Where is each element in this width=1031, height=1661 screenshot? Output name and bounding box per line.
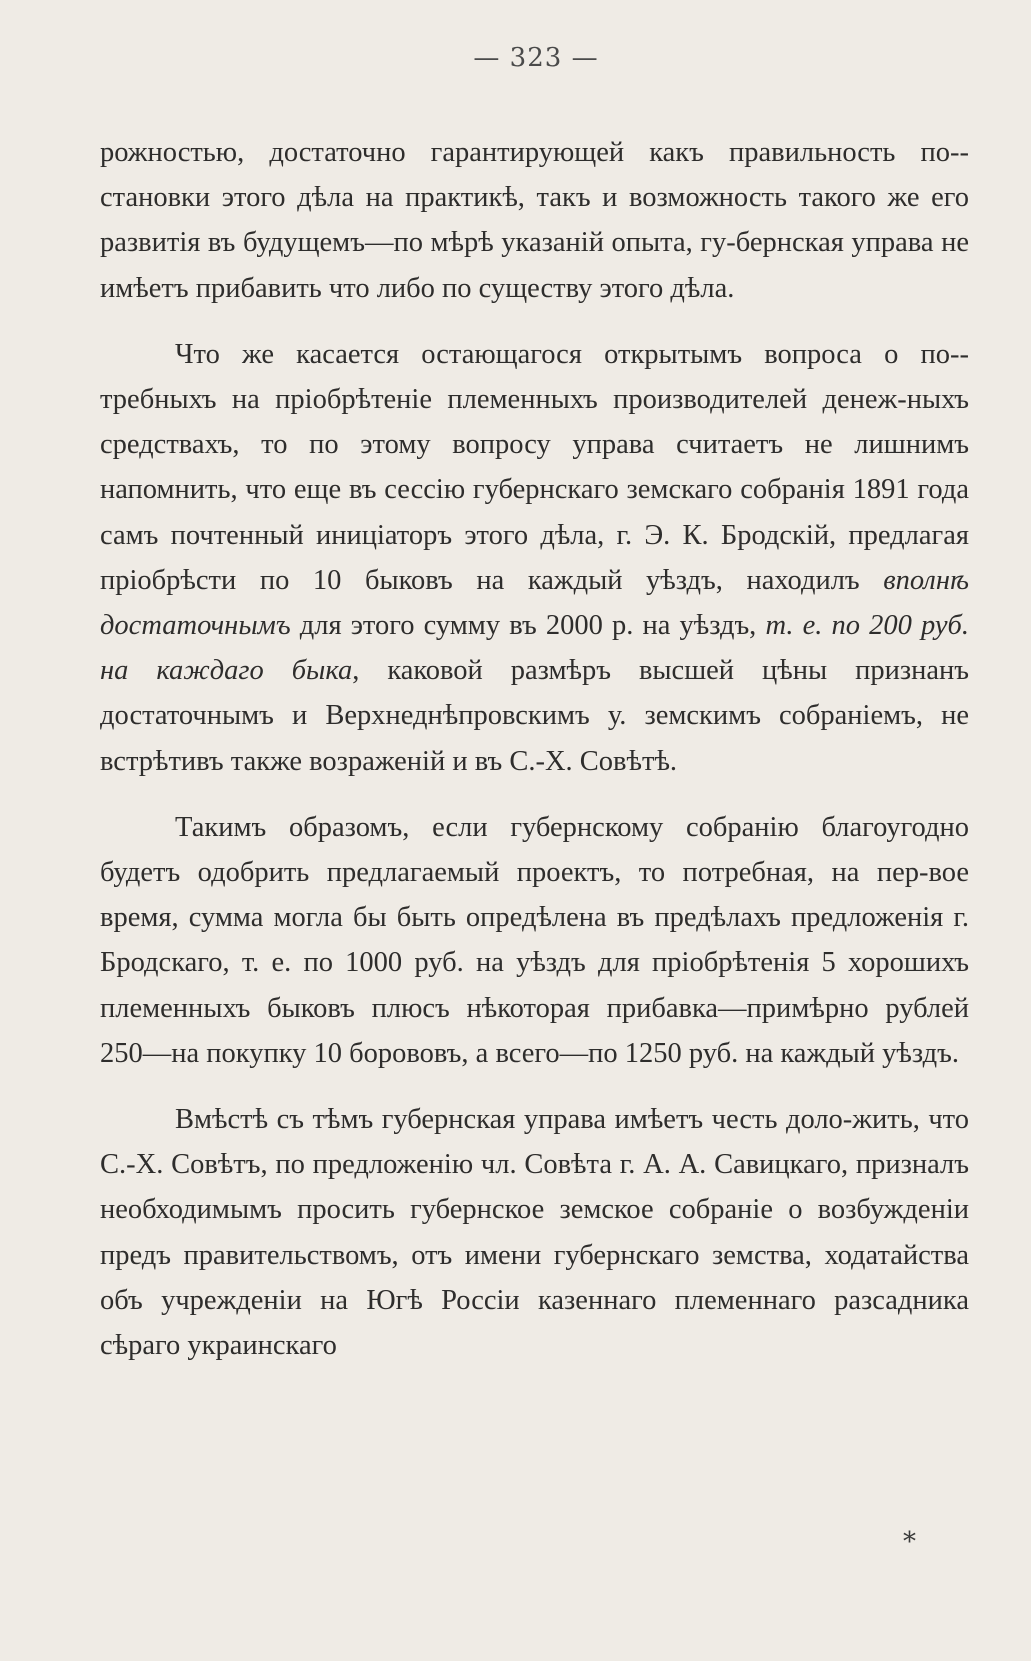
paragraph-2-emphasis-a: вполнѣ достаточнымъ — [100, 564, 969, 642]
paragraph-1 — [100, 130, 969, 311]
paragraph-4-text: Вмѣстѣ съ тѣмъ губернская управа имѣетъ честь доло-жить, что С.-Х. Совѣтъ, по предложенію чл. Совѣта г. А. А. Савицкаго, призналъ необходимымъ просить губернское земское собраніе о возбужденіи предъ правительствомъ, отъ имени губернскаго земства, ходатайства объ учрежденіи на Югѣ Россіи казеннаго племеннаго разсадника сѣраго украинскаго — [100, 1104, 969, 1362]
body-text — [100, 130, 969, 1368]
signature-mark: * — [903, 1527, 916, 1557]
paragraph-4 — [100, 1097, 969, 1368]
paragraph-2-text-b: для этого сумму въ 2000 р. на уѣздъ, — [290, 610, 766, 642]
paragraph-2-emphasis-b: т. е. по 200 руб. на каждаго быка — [100, 610, 970, 687]
paragraph-2-text-c: , каковой размѣръ высшей цѣны признанъ достаточнымъ и Верхнеднѣпровскимъ у. земскимъ собраніемъ, не встрѣтивъ также возраженій и въ С.-Х. Совѣтѣ. — [100, 655, 969, 777]
paragraph-2-text-a: Что же касается остающагося открытымъ вопроса о по-требныхъ на пріобрѣтеніе племенныхъ производителей денеж-ныхъ средствахъ, то по этому вопросу управа считаетъ не лишнимъ напомнить, что еще въ сессію губернскаго земскаго собранія 1891 года самъ почтенный иниціаторъ этого дѣла, г. Э. К. Бродскій, предлагая пріобрѣсти по 10 быковъ на каждый уѣздъ, находилъ — [100, 338, 969, 596]
paragraph-3-text: Такимъ образомъ, если губернскому собранію благоугодно будетъ одобрить предлагаемый проектъ, то потребная, на пер-вое время, сумма могла бы быть опредѣлена въ предѣлахъ предложенія г. Бродскаго, т. е. по 1000 руб. на уѣздъ для пріобрѣтенія 5 хорошихъ племенныхъ быковъ плюсъ нѣкоторая прибавка—примѣрно рублей 250—на покупку 10 борововъ, а всего—по 1250 руб. на каждый уѣздъ. — [100, 811, 969, 1069]
paragraph-3 — [100, 805, 969, 1076]
paragraph-1-text: рожностью, достаточно гарантирующей какъ правильность по-становки этого дѣла на практикѣ, такъ и возможность такого же его развитія въ будущемъ—по мѣрѣ указаній опыта, гу-бернская управа не имѣетъ прибавить что либо по существу этого дѣла. — [100, 137, 969, 304]
paragraph-2 — [100, 332, 969, 784]
page-number: — 323 — — [473, 43, 599, 73]
